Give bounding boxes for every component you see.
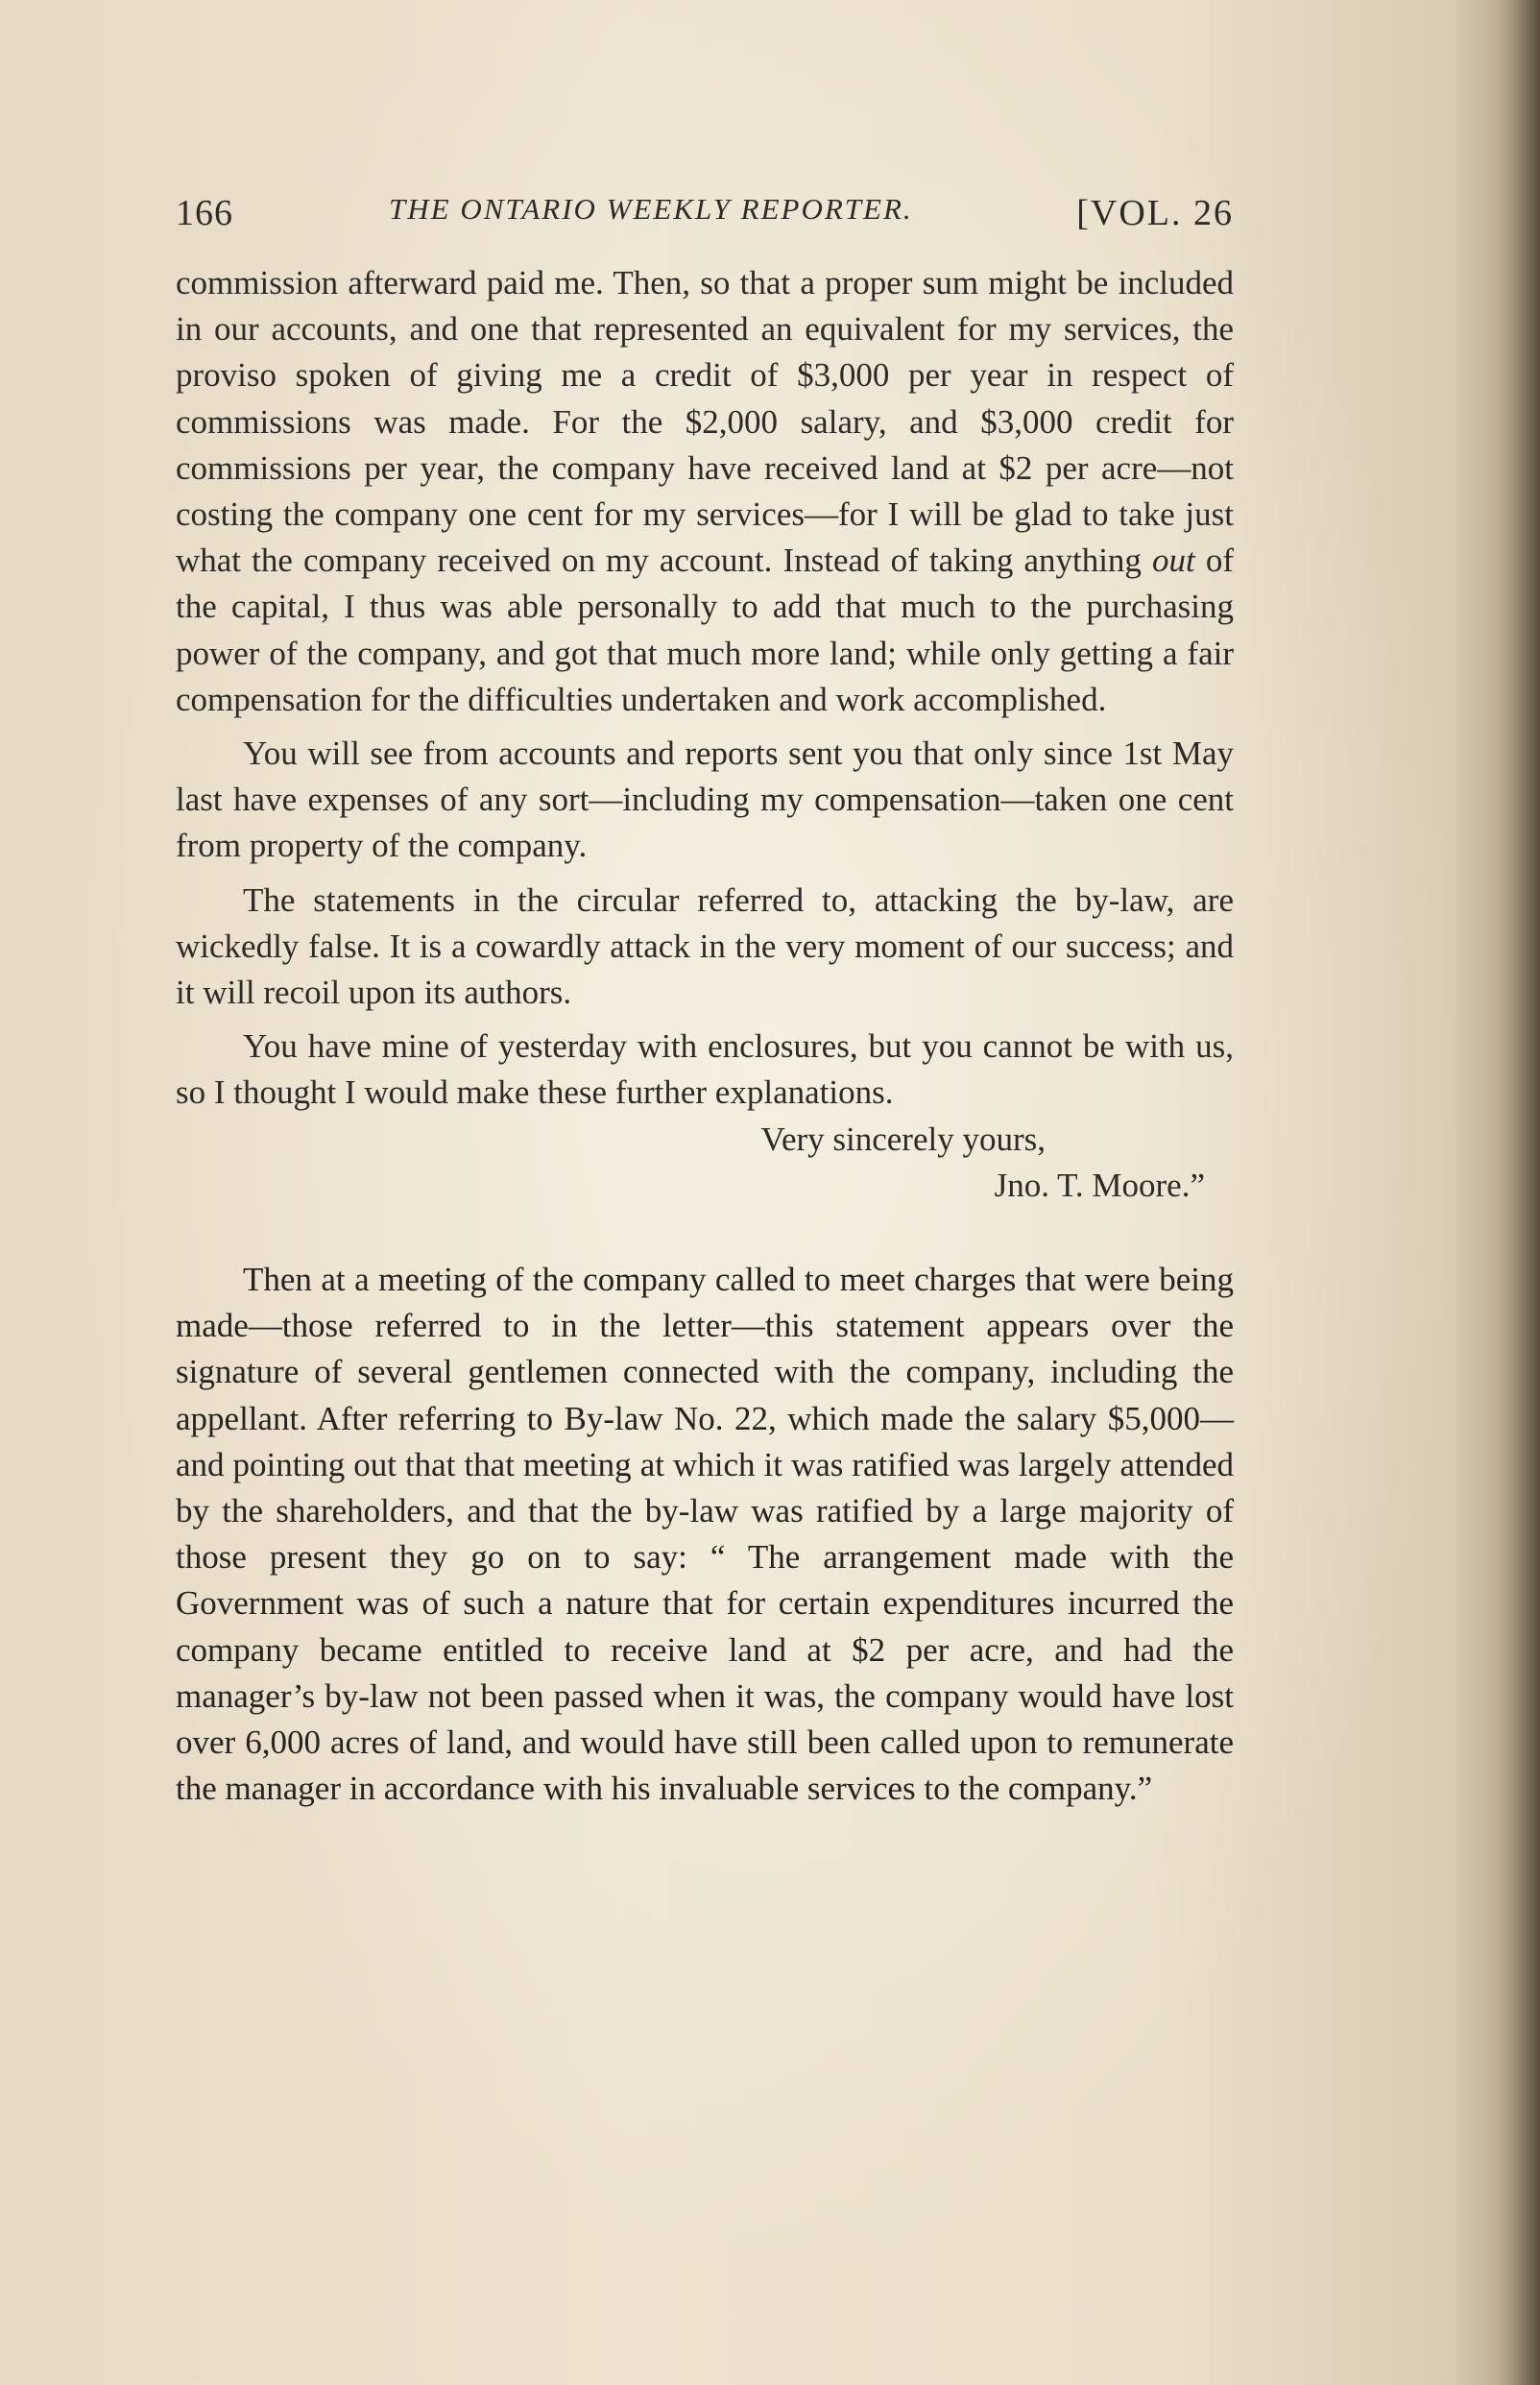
paragraph-4: You have mine of yesterday with enclosures, but you cannot be with us, so I thought I would make these further explanations. [176,1027,1234,1112]
paragraph-3: The statements in the circular referred to, attacking the by-law, are wickedly false. It is a cowardly attack in the very moment of our success; and it will recoil upon its authors. [176,880,1234,1012]
paragraph-1-end: of the capital, I thus was able personally to add that much to the purchasing power of the company, and got that much more land; while only getting a fair compensation for the difficulties undertaken and work accomplished. [176,542,1235,718]
body-text [176,260,1234,1813]
paragraph-1-start: commission afterward paid me. Then, so that a proper sum might be included in our accounts, and one that represented an equivalent for my services, the proviso spoken of giving me a credit of $3,000 per year in respect of commissions was made. For the $2,000 salary, and $3,000 credit for commissions per year, the company have received land at $2 per acre—not costing the company one cent for my services—for I will be glad to take just what the company received on my account. Instead of taking anything [176,264,1234,580]
paragraph-5: Then at a meeting of the company called to meet charges that were being made—those referred to in the letter—this statement appears over the signature of several gentlemen connected with the company, including the appellant. After referring to By-law No. 22, which made the salary $5,000—and pointing out that that meeting at which it was ratified was largely attended by the shareholders, and that the by-law was ratified by a large majority of those present they go on to say: “ The arrangement made with the Government was of such a nature that for certain expenditures incurred the company became entitled to receive land at $2 per acre, and had the manager’s by-law not been passed when it was, the company would have lost over 6,000 acres of land, and would have still been called upon to remunerate the manager in accordance with his invaluable services to the company.” [176,1261,1234,1808]
italic-word: out [1152,542,1195,580]
paragraph-1 [176,260,1234,723]
page-number: 166 [176,193,233,233]
running-head: THE ONTARIO WEEKLY REPORTER. [389,192,913,226]
spine-shadow [1496,0,1540,2385]
page-header [176,192,1234,250]
letter-signature: Jno. T. Moore.” [994,1166,1205,1204]
paragraph-2: You will see from accounts and reports sent you that only since 1st May last have expenses of any sort—including my compensation—taken one cent from property of the company. [176,735,1234,865]
volume-label: [VOL. 26 [1076,193,1234,233]
letter-closing: Very sincerely yours, [760,1120,1046,1158]
